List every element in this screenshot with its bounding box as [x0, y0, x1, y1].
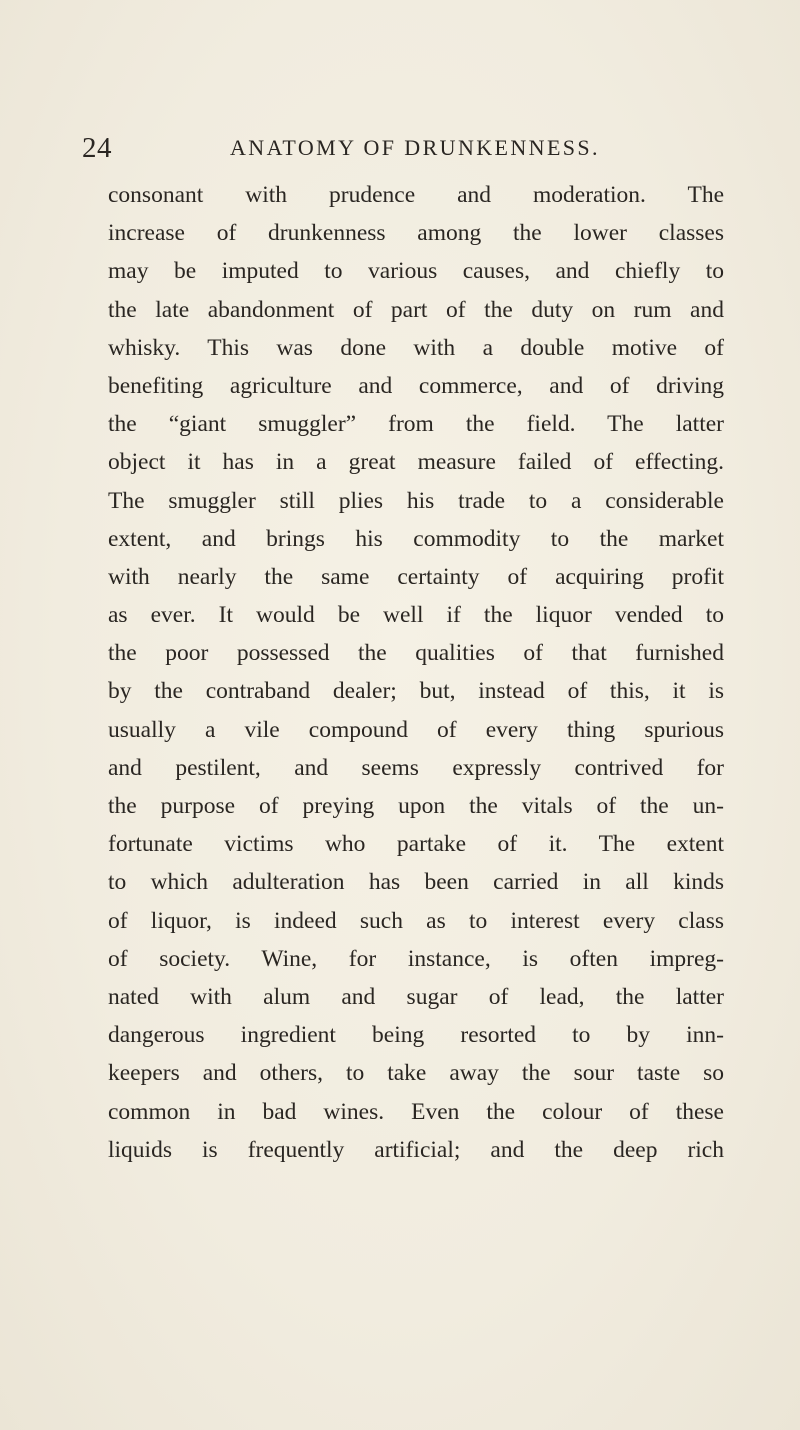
text-line: increase of drunkenness among the lower classes [108, 220, 724, 247]
text-line: consonant with prudence and moderation. The [108, 182, 724, 208]
text-line: The smuggler still plies his trade to a considerable [108, 487, 724, 514]
running-head [82, 132, 722, 172]
text-line: the “giant smuggler” from the field. The latter [108, 411, 724, 438]
text-line: liquids is frequently artificial; and the deep rich [108, 1136, 724, 1163]
body-text [108, 176, 724, 1169]
text-line: by the contraband dealer; but, instead of this, it is [108, 678, 724, 705]
text-line: benefiting agriculture and commerce, and of driving [108, 372, 724, 399]
text-line: as ever. It would be well if the liquor vended to [108, 602, 724, 629]
text-line: of society. Wine, for instance, is often impreg- [108, 945, 724, 972]
text-line: fortunate victims who partake of it. The extent [108, 831, 724, 858]
text-line: usually a vile compound of every thing spurious [108, 716, 724, 743]
text-line: and pestilent, and seems expressly contrived for [108, 754, 724, 781]
text-line: may be imputed to various causes, and chiefly to [108, 258, 724, 285]
page-number: 24 [82, 132, 112, 164]
text-line: whisky. This was done with a double motive of [108, 334, 724, 361]
text-line: of liquor, is indeed such as to interest every class [108, 907, 724, 934]
text-line: the poor possessed the qualities of that furnished [108, 640, 724, 667]
text-line: dangerous ingredient being resorted to by inn- [108, 1022, 724, 1049]
text-line: object it has in a great measure failed of effecting. [108, 449, 724, 476]
running-title: ANATOMY OF DRUNKENNESS. [230, 135, 600, 160]
text-line: with nearly the same certainty of acquiring profit [108, 563, 724, 590]
text-line: keepers and others, to take away the sour taste so [108, 1060, 724, 1087]
text-line: nated with alum and sugar of lead, the latter [108, 983, 724, 1010]
text-line: extent, and brings his commodity to the market [108, 525, 724, 552]
text-line: the late abandonment of part of the duty on rum and [108, 296, 724, 323]
text-line: the purpose of preying upon the vitals of the un- [108, 793, 724, 819]
text-line: to which adulteration has been carried in all kinds [108, 869, 724, 896]
text-line: common in bad wines. Even the colour of these [108, 1098, 724, 1125]
